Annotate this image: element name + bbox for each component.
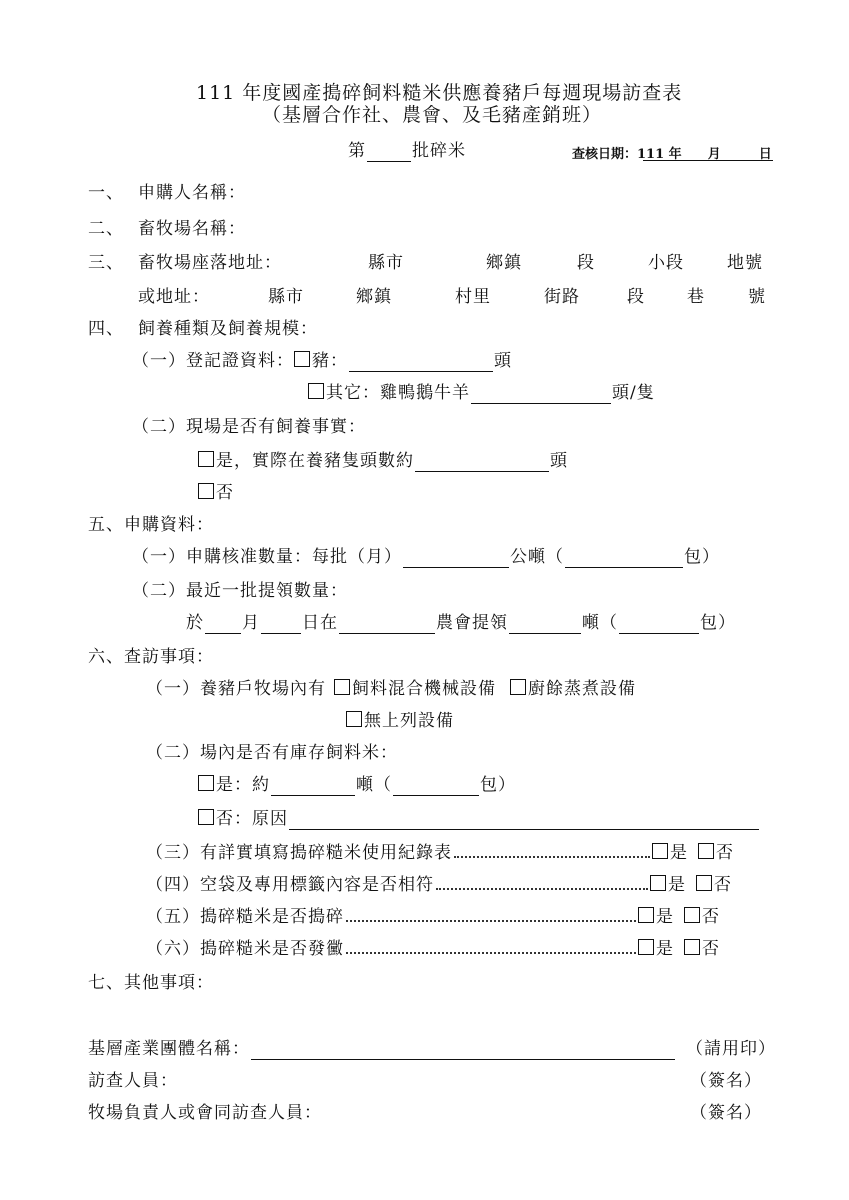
batch-line [348,140,466,162]
crushed-check-label: （五）搗碎糙米是否搗碎 [146,907,344,927]
stock-ton-unit: 噸（ [356,775,392,795]
record-yes-checkbox[interactable] [652,843,668,859]
breeding-yes-label: 是，實際在養豬隻頭數約 [216,451,414,471]
other-matters-label: 七、其他事項： [88,973,214,993]
mold-no-checkbox[interactable] [684,939,700,955]
other-checkbox[interactable] [308,383,324,399]
farm-name-label: 畜牧場名稱： [138,219,246,239]
mold-yes-label: 是 [656,939,674,959]
other-count-field[interactable] [471,385,611,404]
crushed-check-line [146,906,720,928]
addr1-subsection: 小段 [648,253,684,273]
approved-bag-field[interactable] [565,549,683,568]
addr2-lane: 巷 [687,287,705,307]
mold-no-label: 否 [702,939,720,959]
record-check-label: （三）有詳實填寫搗碎糙米使用紀錄表 [146,843,452,863]
stock-label: （二）場內是否有庫存飼料米： [146,743,398,763]
kitchen-waste-label: 廚餘蒸煮設備 [528,679,636,699]
label-no-checkbox[interactable] [696,875,712,891]
equipment-line [146,678,636,700]
alt-address-label: 或地址： [138,287,210,307]
crushed-yes-checkbox[interactable] [638,907,654,923]
label-check-label: （四）空袋及專用標籤內容是否相符 [146,875,434,895]
addr1-lot-number: 地號 [727,253,763,273]
section-1-num: 一、 [88,183,124,203]
other-livestock-line [308,382,655,404]
addr2-village: 村里 [455,287,491,307]
equipment-label: （一）養豬戶牧場內有 [146,679,326,699]
pickup-bag-unit: 包） [700,613,736,633]
check-day: 日 [758,147,772,162]
breeding-scale-label: 飼養種類及飼養規模： [138,319,318,339]
pig-unit: 頭 [494,351,512,371]
stock-no-reason-field[interactable] [289,811,759,830]
breeding-yes-unit: 頭 [550,451,568,471]
crushed-check-leader [346,907,636,922]
pickup-day-field[interactable] [261,615,301,634]
stock-yes-checkbox[interactable] [198,775,214,791]
org-name-field[interactable] [251,1041,675,1060]
pickup-line [186,612,736,634]
no-equipment-checkbox[interactable] [346,711,362,727]
pig-checkbox[interactable] [294,351,310,367]
label-check-leader [436,875,648,890]
stock-bag-unit: 包） [480,775,516,795]
approved-ton-field[interactable] [403,549,509,568]
record-check-line [146,842,734,864]
no-equipment-label: 無上列設備 [364,711,454,731]
breeding-yes-line [198,450,568,472]
kitchen-waste-checkbox[interactable] [510,679,526,695]
check-date-label: 查核日期： [572,147,638,162]
no-equipment-line [346,710,454,732]
batch-prefix: 第 [348,141,366,161]
record-no-label: 否 [716,843,734,863]
approved-qty-line [132,546,720,568]
addr1-county: 縣市 [368,253,404,273]
breeding-no-line [198,482,234,504]
farm-assoc-label: 農會提領 [436,613,508,633]
pickup-at: 於 [186,613,204,633]
pickup-month-field[interactable] [205,615,241,634]
addr2-street: 街路 [544,287,580,307]
addr2-number: 號 [748,287,766,307]
label-yes-label: 是 [668,875,686,895]
seal-note: （請用印） [686,1039,776,1059]
stock-no-checkbox[interactable] [198,809,214,825]
org-name-label: 基層產業團體名稱： [88,1039,250,1059]
mold-yes-checkbox[interactable] [638,939,654,955]
addr1-township: 鄉鎮 [486,253,522,273]
pickup-month: 月 [242,613,260,633]
section-2-num: 二、 [88,219,124,239]
check-date-underline [643,160,773,161]
breeding-no-label: 否 [216,483,234,503]
addr2-section: 段 [627,287,645,307]
label-yes-checkbox[interactable] [650,875,666,891]
applicant-name-label: 申購人名稱： [138,183,246,203]
pickup-ton-field[interactable] [509,615,581,634]
record-no-checkbox[interactable] [698,843,714,859]
breeding-no-checkbox[interactable] [198,483,214,499]
owner-label: 牧場負責人或會同訪查人員： [88,1103,322,1123]
batch-number-field[interactable] [367,143,411,162]
check-year: 111 年 [637,147,682,162]
approved-qty-label: （一）申購核准數量：每批（月） [132,547,402,567]
other-unit: 頭/隻 [612,383,655,403]
mixer-checkbox[interactable] [334,679,350,695]
stock-yes-line [198,774,516,796]
org-name-line [88,1038,676,1060]
mixer-label: 飼料混合機械設備 [352,679,496,699]
breeding-yes-checkbox[interactable] [198,451,214,467]
stock-ton-field[interactable] [271,777,355,796]
farm-assoc-field[interactable] [339,615,435,634]
mold-check-label: （六）搗碎糙米是否發黴 [146,939,344,959]
breeding-fact-label: （二）現場是否有飼養事實： [132,417,366,437]
label-no-label: 否 [714,875,732,895]
approved-ton-unit: 公噸（ [510,547,564,567]
label-check-line [146,874,732,896]
inspector-label: 訪查人員： [88,1071,178,1091]
owner-sign: （簽名） [690,1103,762,1123]
farm-address-label: 畜牧場座落地址： [138,253,282,273]
pickup-day: 日在 [302,613,338,633]
record-yes-label: 是 [670,843,688,863]
crushed-no-label: 否 [702,907,720,927]
record-check-leader [454,843,650,858]
latest-pickup-label: （二）最近一批提領數量： [132,581,348,601]
approved-bag-unit: 包） [684,547,720,567]
mold-check-line [146,938,720,960]
pig-count-field[interactable] [349,353,493,372]
addr2-county: 縣市 [268,287,304,307]
mold-check-leader [346,939,636,954]
crushed-yes-label: 是 [656,907,674,927]
inspector-sign: （簽名） [690,1071,762,1091]
batch-suffix: 批碎米 [412,141,466,161]
check-month: 月 [707,147,721,162]
addr1-section: 段 [577,253,595,273]
registration-label: （一）登記證資料： [132,351,294,371]
form-title: 111 年度國產搗碎飼料糙米供應養豬戶每週現場訪查表 [196,82,683,104]
registration-line [132,350,512,372]
section-3-num: 三、 [88,253,124,273]
stock-no-label: 否：原因 [216,809,288,829]
stock-yes-label: 是：約 [216,775,270,795]
pickup-bag-field[interactable] [619,615,699,634]
pig-label: 豬： [312,351,348,371]
inspection-items-label: 六、查訪事項： [88,647,214,667]
check-date [572,144,772,166]
pickup-ton-unit: 噸（ [582,613,618,633]
addr2-township: 鄉鎮 [356,287,392,307]
stock-no-line [198,808,760,830]
stock-bag-field[interactable] [393,777,479,796]
pig-head-count-field[interactable] [415,453,549,472]
purchase-info-label: 五、申購資料： [88,515,214,535]
form-subtitle: （基層合作社、農會、及毛豬產銷班） [262,104,603,126]
crushed-no-checkbox[interactable] [684,907,700,923]
other-label: 其它：雞鴨鵝牛羊 [326,383,470,403]
section-4-num: 四、 [88,319,124,339]
